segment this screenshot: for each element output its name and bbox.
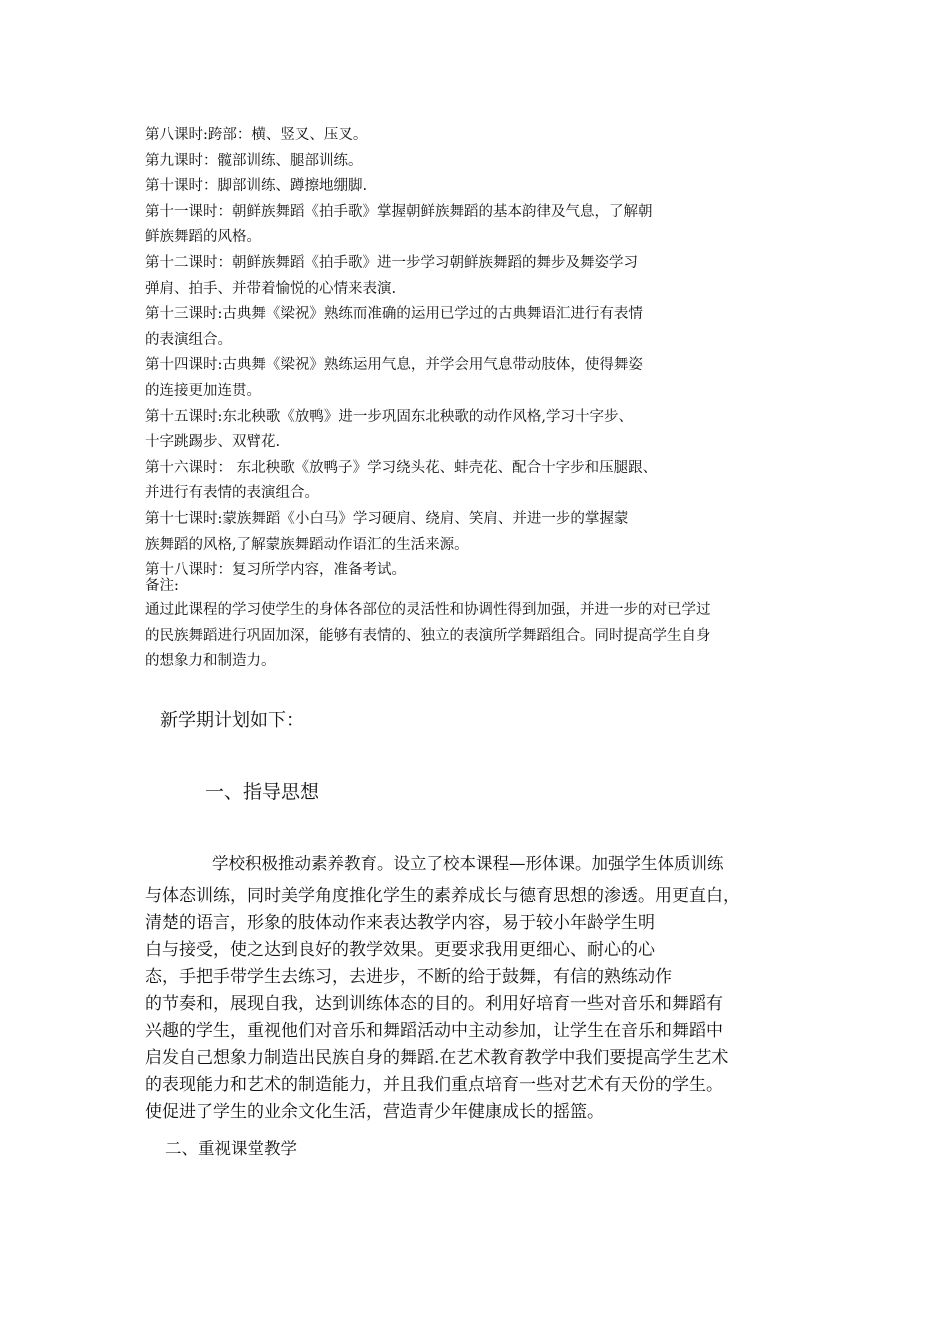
paragraph-line: 白与接受，使之达到良好的教学效果。更要求我用更细心、耐心的心 xyxy=(145,940,655,960)
paragraph-line: 的节奏和，展现自我，达到训练体态的目的。利用好培育一些对音乐和舞蹈有 xyxy=(145,994,723,1014)
plan-heading: 新学期计划如下： xyxy=(160,710,304,731)
lesson-line: 第十八课时：复习所学内容，准备考试。 xyxy=(145,562,406,579)
paragraph-line: 使促进了学生的业余文化生活，营造青少年健康成长的摇篮。 xyxy=(145,1102,604,1122)
lesson-line: 并进行有表情的表演组合。 xyxy=(145,485,319,502)
lesson-line: 弹肩、拍手、并带着愉悦的心情来表演. xyxy=(145,280,397,297)
note-line: 的民族舞蹈进行巩固加深，能够有表情的、独立的表演所学舞蹈组合。同时提高学生自身 xyxy=(145,627,711,644)
lesson-line: 第十七课时:蒙族舞蹈《小白马》学习硬肩、绕肩、笑肩、并进一步的掌握蒙 xyxy=(145,510,629,527)
paragraph-line: 兴趣的学生，重视他们对音乐和舞蹈活动中主动参加，让学生在音乐和舞蹈中 xyxy=(145,1021,723,1041)
lesson-schedule xyxy=(145,123,825,584)
section-heading-classroom-teaching: 二、重视课堂教学 xyxy=(165,1139,297,1158)
lesson-line: 第十五课时:东北秧歌《放鸭》进一步巩固东北秧歌的动作风格,学习十字步、 xyxy=(145,408,633,425)
lesson-line: 十字跳踢步、双臂花. xyxy=(145,434,281,451)
paragraph-body xyxy=(145,883,825,1126)
paragraph-line: 与体态训练，同时美学角度推化学生的素养成长与德育思想的渗透。用更直白， xyxy=(145,886,740,906)
note-line: 通过此课程的学习使学生的身体各部位的灵活性和协调性得到加强，并进一步的对已学过 xyxy=(145,602,711,618)
lesson-line: 第十四课时:古典舞《梁祝》熟练运用气息，并学会用气息带动肢体，使得舞姿 xyxy=(145,357,643,374)
lesson-line: 第十三课时:古典舞《梁祝》熟练而准确的运用已学过的古典舞语汇进行有表情 xyxy=(145,306,643,323)
lesson-line: 鲜族舞蹈的风格。 xyxy=(145,229,261,246)
note-line: 的想象力和制造力。 xyxy=(145,653,276,669)
paragraph-line: 态，手把手带学生去练习，去进步，不断的给于鼓舞，有信的熟练动作 xyxy=(145,967,672,987)
paragraph-line: 清楚的语言，形象的肢体动作来表达教学内容，易于较小年龄学生明 xyxy=(145,913,655,933)
lesson-line: 第八课时:跨部：横、竖叉、压叉。 xyxy=(145,127,368,143)
paragraph-line: 启发自己想象力制造出民族自身的舞蹈.在艺术教育教学中我们要提高学生艺术 xyxy=(145,1048,729,1068)
note-body xyxy=(145,598,815,675)
lesson-line: 第十二课时：朝鲜族舞蹈《拍手歌》进一步学习朝鲜族舞蹈的舞步及舞姿学习 xyxy=(145,254,638,271)
lesson-line: 第十一课时：朝鲜族舞蹈《拍手歌》掌握朝鲜族舞蹈的基本韵律及气息，了解朝 xyxy=(145,203,653,220)
note-title: 备注: xyxy=(145,578,179,594)
section-heading-guiding-thought: 一、指导思想 xyxy=(205,781,320,803)
lesson-line: 第九课时：髋部训练、腿部训练。 xyxy=(145,152,363,169)
lesson-line: 第十课时：脚部训练、蹲擦地绷脚. xyxy=(145,178,368,195)
lesson-line: 的表演组合。 xyxy=(145,331,232,348)
lesson-line: 族舞蹈的风格,了解蒙族舞蹈动作语汇的生活来源。 xyxy=(145,536,469,553)
lesson-line: 的连接更加连贯。 xyxy=(145,382,261,399)
lesson-line: 第十六课时： 东北秧歌《放鸭子》学习绕头花、蚌壳花、配合十字步和压腿跟、 xyxy=(145,459,658,476)
paragraph-first-line: 学校积极推动素养教育。设立了校本课程—形体课。加强学生体质训练 xyxy=(212,854,724,873)
paragraph-line: 的表现能力和艺术的制造能力，并且我们重点培育一些对艺术有天份的学生。 xyxy=(145,1075,723,1095)
